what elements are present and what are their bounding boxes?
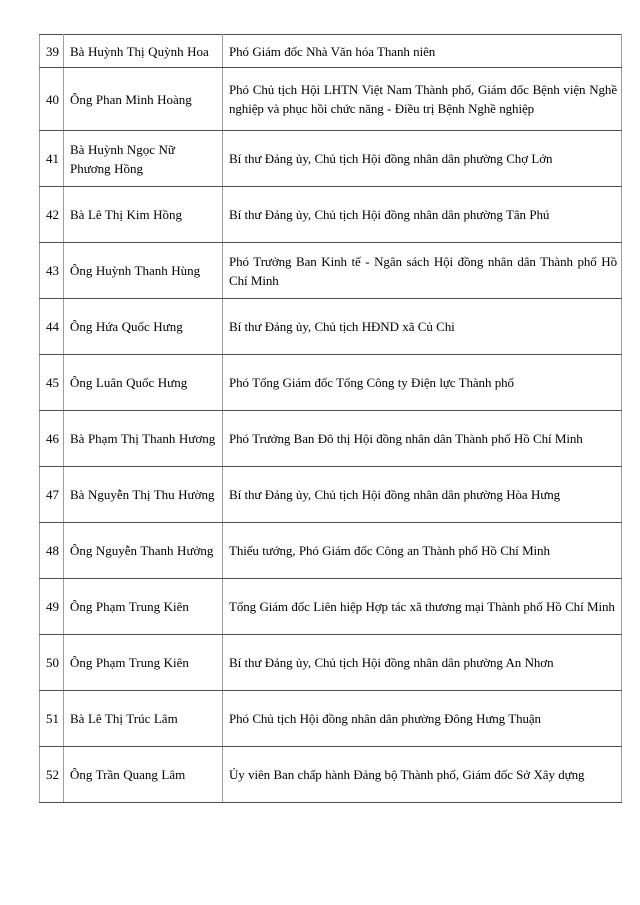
name-cell: Bà Huỳnh Ngọc Nữ Phương Hồng: [64, 131, 223, 187]
table-row: [40, 411, 622, 467]
title-cell: Phó Giám đốc Nhà Văn hóa Thanh niên: [223, 35, 622, 68]
title-cell: Bí thư Đảng ủy, Chủ tịch Hội đồng nhân dân phường An Nhơn: [223, 635, 622, 691]
table-row: [40, 747, 622, 803]
name-cell: Ông Huỳnh Thanh Hùng: [64, 243, 223, 299]
officials-table-container: [39, 34, 622, 803]
name-cell: Ông Phạm Trung Kiên: [64, 635, 223, 691]
name-cell: Ông Phan Minh Hoàng: [64, 68, 223, 131]
row-number-cell: 46: [40, 411, 64, 467]
name-cell: Bà Phạm Thị Thanh Hương: [64, 411, 223, 467]
name-cell: Ông Phạm Trung Kiên: [64, 579, 223, 635]
row-number-cell: 51: [40, 691, 64, 747]
title-cell: Phó Trưởng Ban Kinh tế - Ngân sách Hội đồng nhân dân Thành phố Hồ Chí Minh: [223, 243, 622, 299]
name-cell: Ông Trần Quang Lâm: [64, 747, 223, 803]
title-cell: Phó Tổng Giám đốc Tổng Công ty Điện lực Thành phố: [223, 355, 622, 411]
row-number-cell: 45: [40, 355, 64, 411]
name-cell: Ông Luân Quốc Hưng: [64, 355, 223, 411]
row-number-cell: 50: [40, 635, 64, 691]
row-number-cell: 40: [40, 68, 64, 131]
table-row: [40, 299, 622, 355]
table-row: [40, 35, 622, 68]
row-number-cell: 47: [40, 467, 64, 523]
title-cell: Bí thư Đảng ủy, Chủ tịch Hội đồng nhân dân phường Hòa Hưng: [223, 467, 622, 523]
name-cell: Bà Lê Thị Kim Hồng: [64, 187, 223, 243]
title-cell: Bí thư Đảng ủy, Chủ tịch Hội đồng nhân dân phường Chợ Lớn: [223, 131, 622, 187]
title-cell: Phó Trưởng Ban Đô thị Hội đồng nhân dân Thành phố Hồ Chí Minh: [223, 411, 622, 467]
title-cell: Bí thư Đảng ủy, Chủ tịch Hội đồng nhân dân phường Tân Phú: [223, 187, 622, 243]
row-number-cell: 44: [40, 299, 64, 355]
name-cell: Ông Hứa Quốc Hưng: [64, 299, 223, 355]
name-cell: Bà Lê Thị Trúc Lâm: [64, 691, 223, 747]
title-cell: Phó Chủ tịch Hội LHTN Việt Nam Thành phố, Giám đốc Bệnh viện Nghề nghiệp và phục hồi chức năng - Điều trị Bệnh Nghề nghiệp: [223, 68, 622, 131]
row-number-cell: 39: [40, 35, 64, 68]
table-row: [40, 691, 622, 747]
name-cell: Bà Nguyễn Thị Thu Hường: [64, 467, 223, 523]
title-cell: Phó Chủ tịch Hội đồng nhân dân phường Đông Hưng Thuận: [223, 691, 622, 747]
row-number-cell: 42: [40, 187, 64, 243]
officials-table: [39, 34, 622, 803]
table-row: [40, 467, 622, 523]
table-row: [40, 131, 622, 187]
title-cell: Ủy viên Ban chấp hành Đảng bộ Thành phố, Giám đốc Sở Xây dựng: [223, 747, 622, 803]
name-cell: Bà Huỳnh Thị Quỳnh Hoa: [64, 35, 223, 68]
table-row: [40, 579, 622, 635]
name-cell: Ông Nguyễn Thanh Hưởng: [64, 523, 223, 579]
row-number-cell: 43: [40, 243, 64, 299]
row-number-cell: 48: [40, 523, 64, 579]
table-row: [40, 355, 622, 411]
title-cell: Bí thư Đảng ủy, Chủ tịch HĐND xã Củ Chi: [223, 299, 622, 355]
row-number-cell: 49: [40, 579, 64, 635]
title-cell: Thiếu tướng, Phó Giám đốc Công an Thành phố Hồ Chí Minh: [223, 523, 622, 579]
table-row: [40, 187, 622, 243]
officials-table-body: [40, 35, 622, 803]
row-number-cell: 41: [40, 131, 64, 187]
table-row: [40, 635, 622, 691]
table-row: [40, 68, 622, 131]
row-number-cell: 52: [40, 747, 64, 803]
title-cell: Tổng Giám đốc Liên hiệp Hợp tác xã thương mại Thành phố Hồ Chí Minh: [223, 579, 622, 635]
table-row: [40, 243, 622, 299]
table-row: [40, 523, 622, 579]
